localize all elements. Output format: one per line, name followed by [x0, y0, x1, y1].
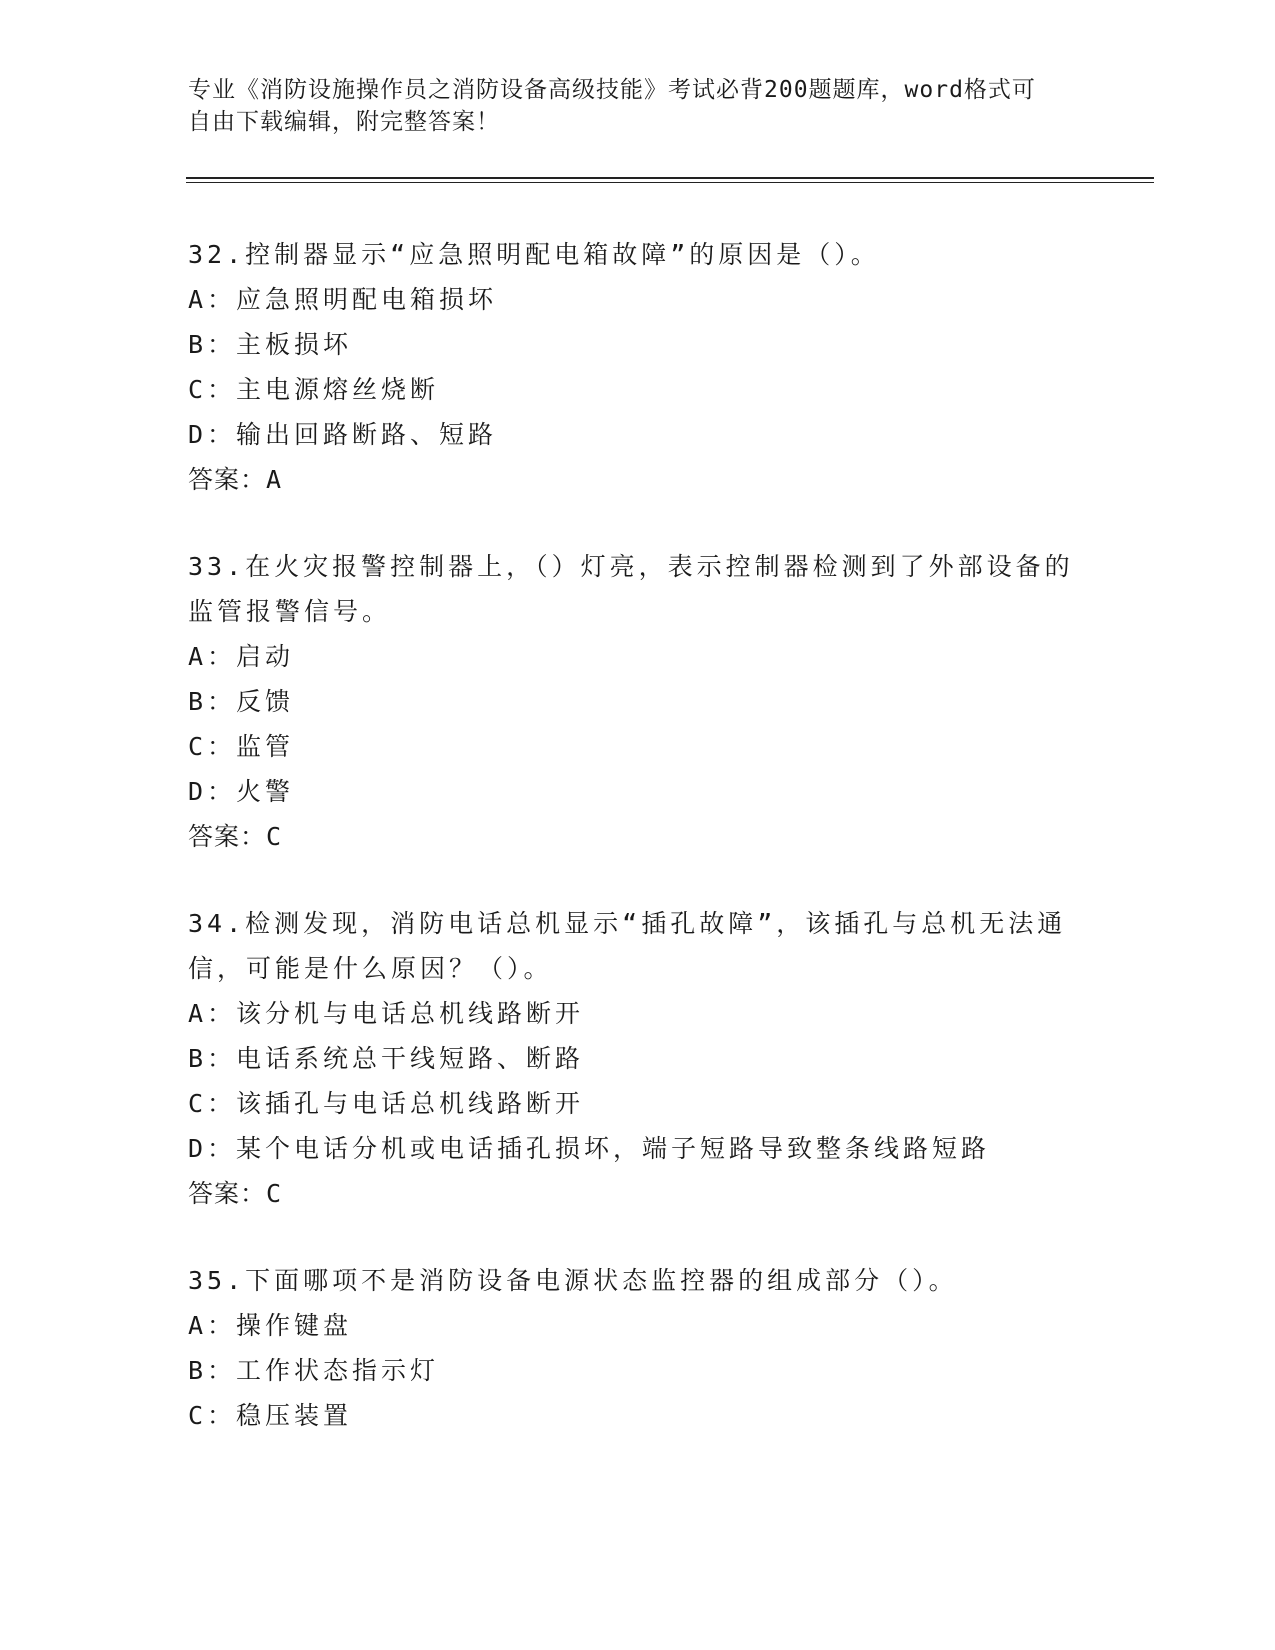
answer-line: 答案：C: [188, 1179, 283, 1208]
question-stem: 33.在火灾报警控制器上，（）灯亮，表示控制器检测到了外部设备的: [188, 552, 1074, 581]
option-c: C：主电源熔丝烧断: [188, 375, 440, 404]
option-d: D：火警: [188, 777, 295, 806]
option-a: A：启动: [188, 642, 295, 671]
option-b: B：主板损坏: [188, 330, 353, 359]
option-a: A：应急照明配电箱损坏: [188, 285, 498, 314]
question-34: [188, 901, 1088, 1216]
document-header: [188, 74, 1088, 138]
option-b: B：电话系统总干线短路、断路: [188, 1044, 585, 1073]
question-stem: 32.控制器显示“应急照明配电箱故障”的原因是（）。: [188, 240, 880, 269]
option-d: D：某个电话分机或电话插孔损坏，端子短路导致整条线路短路: [188, 1134, 991, 1163]
header-rule-thin: [186, 182, 1154, 183]
option-b: B：反馈: [188, 687, 295, 716]
question-list: [188, 232, 1088, 1438]
header-rule-thick: [186, 177, 1154, 179]
option-a: A：该分机与电话总机线路断开: [188, 999, 585, 1028]
option-c: C：该插孔与电话总机线路断开: [188, 1089, 585, 1118]
option-b: B：工作状态指示灯: [188, 1356, 440, 1385]
option-c: C：稳压装置: [188, 1401, 353, 1430]
header-line-1: 专业《消防设施操作员之消防设备高级技能》考试必背200题题库，word格式可: [188, 77, 1036, 103]
question-stem-continued: 信，可能是什么原因？（）。: [188, 954, 553, 983]
option-d: D：输出回路断路、短路: [188, 420, 498, 449]
answer-line: 答案：A: [188, 465, 283, 494]
option-c: C：监管: [188, 732, 295, 761]
option-a: A：操作键盘: [188, 1311, 353, 1340]
question-33: [188, 544, 1088, 859]
question-stem-continued: 监管报警信号。: [188, 597, 392, 626]
answer-line: 答案：C: [188, 822, 283, 851]
question-35: [188, 1258, 1088, 1438]
header-line-2: 自由下载编辑，附完整答案！: [188, 109, 500, 135]
question-32: [188, 232, 1088, 502]
question-stem: 35.下面哪项不是消防设备电源状态监控器的组成部分（）。: [188, 1266, 958, 1295]
question-stem: 34.检测发现，消防电话总机显示“插孔故障”，该插孔与总机无法通: [188, 909, 1067, 938]
